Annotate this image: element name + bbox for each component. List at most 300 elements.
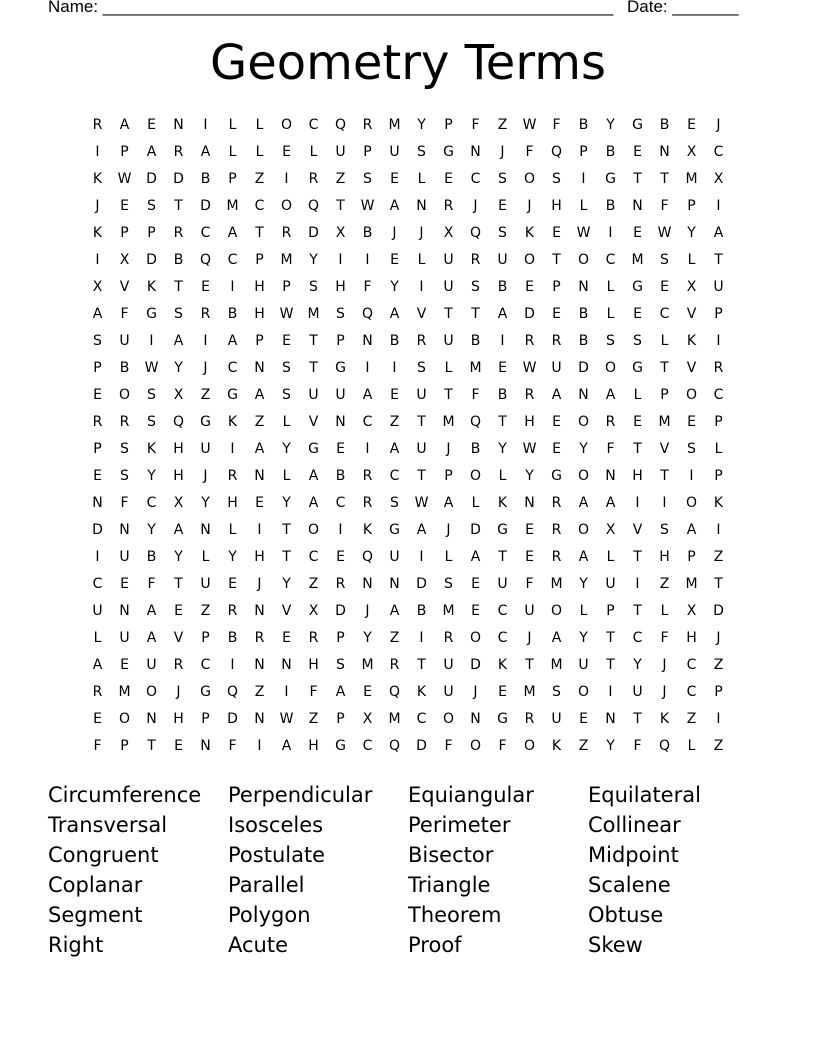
grid-letter[interactable]: B: [146, 549, 157, 565]
grid-letter[interactable]: Z: [713, 738, 724, 754]
grid-letter[interactable]: Y: [201, 495, 210, 511]
grid-letter[interactable]: T: [174, 576, 183, 592]
grid-letter[interactable]: C: [200, 225, 211, 241]
grid-letter[interactable]: L: [444, 549, 453, 565]
grid-letter[interactable]: A: [389, 306, 400, 322]
grid-letter[interactable]: A: [146, 603, 157, 619]
grid-letter[interactable]: M: [631, 252, 644, 268]
grid-letter[interactable]: J: [473, 198, 478, 214]
grid-letter[interactable]: J: [662, 657, 667, 673]
grid-letter[interactable]: M: [280, 252, 293, 268]
grid-letter[interactable]: G: [632, 360, 643, 376]
grid-letter[interactable]: Q: [172, 414, 185, 430]
grid-letter[interactable]: U: [416, 387, 427, 403]
grid-letter[interactable]: P: [282, 279, 291, 295]
grid-letter[interactable]: K: [227, 414, 238, 430]
grid-letter[interactable]: W: [576, 225, 591, 241]
grid-letter[interactable]: N: [92, 495, 103, 511]
grid-letter[interactable]: U: [443, 684, 454, 700]
grid-letter[interactable]: C: [470, 171, 481, 187]
grid-letter[interactable]: I: [203, 117, 208, 133]
grid-letter[interactable]: I: [635, 495, 640, 511]
grid-letter[interactable]: L: [660, 603, 669, 619]
grid-letter[interactable]: Q: [469, 225, 482, 241]
grid-letter[interactable]: F: [660, 198, 669, 214]
grid-letter[interactable]: F: [444, 738, 453, 754]
grid-letter[interactable]: S: [147, 414, 156, 430]
grid-letter[interactable]: N: [524, 495, 535, 511]
grid-letter[interactable]: F: [525, 576, 534, 592]
grid-letter[interactable]: C: [713, 144, 724, 160]
grid-letter[interactable]: N: [389, 576, 400, 592]
grid-letter[interactable]: U: [443, 252, 454, 268]
grid-letter[interactable]: F: [606, 441, 615, 457]
grid-letter[interactable]: A: [389, 603, 400, 619]
grid-letter[interactable]: R: [173, 144, 184, 160]
grid-letter[interactable]: S: [147, 198, 156, 214]
grid-letter[interactable]: X: [335, 225, 346, 241]
grid-letter[interactable]: R: [200, 306, 211, 322]
grid-letter[interactable]: W: [414, 495, 429, 511]
grid-letter[interactable]: I: [419, 630, 424, 646]
grid-letter[interactable]: I: [500, 333, 505, 349]
grid-letter[interactable]: I: [365, 252, 370, 268]
grid-letter[interactable]: J: [527, 630, 532, 646]
grid-letter[interactable]: A: [389, 441, 400, 457]
grid-letter[interactable]: M: [361, 657, 374, 673]
grid-letter[interactable]: K: [92, 171, 103, 187]
grid-letter[interactable]: C: [362, 738, 373, 754]
grid-letter[interactable]: P: [255, 333, 264, 349]
grid-letter[interactable]: L: [282, 414, 291, 430]
grid-letter[interactable]: B: [416, 603, 427, 619]
grid-letter[interactable]: Z: [200, 387, 211, 403]
grid-letter[interactable]: D: [227, 711, 238, 727]
grid-letter[interactable]: A: [497, 306, 508, 322]
grid-letter[interactable]: R: [92, 414, 103, 430]
grid-letter[interactable]: A: [200, 144, 211, 160]
grid-letter[interactable]: D: [470, 522, 481, 538]
grid-letter[interactable]: P: [120, 738, 129, 754]
grid-letter[interactable]: T: [444, 306, 453, 322]
grid-letter[interactable]: A: [605, 387, 616, 403]
grid-letter[interactable]: R: [227, 468, 238, 484]
grid-letter[interactable]: U: [146, 657, 157, 673]
grid-letter[interactable]: S: [282, 360, 291, 376]
grid-letter[interactable]: J: [176, 684, 181, 700]
grid-letter[interactable]: E: [336, 549, 345, 565]
grid-letter[interactable]: K: [146, 441, 157, 457]
grid-letter[interactable]: P: [363, 144, 372, 160]
grid-letter[interactable]: Z: [686, 711, 697, 727]
grid-letter[interactable]: X: [119, 252, 130, 268]
grid-letter[interactable]: S: [390, 495, 399, 511]
grid-letter[interactable]: J: [257, 576, 262, 592]
grid-letter[interactable]: R: [173, 225, 184, 241]
grid-letter[interactable]: A: [551, 387, 562, 403]
grid-letter[interactable]: E: [498, 360, 507, 376]
grid-letter[interactable]: I: [203, 333, 208, 349]
grid-letter[interactable]: C: [605, 252, 616, 268]
grid-letter[interactable]: S: [444, 576, 453, 592]
grid-letter[interactable]: G: [335, 360, 346, 376]
grid-letter[interactable]: D: [146, 171, 157, 187]
grid-letter[interactable]: F: [471, 387, 480, 403]
grid-letter[interactable]: U: [497, 576, 508, 592]
grid-letter[interactable]: R: [551, 549, 562, 565]
grid-letter[interactable]: R: [551, 333, 562, 349]
grid-letter[interactable]: H: [254, 306, 265, 322]
grid-letter[interactable]: T: [417, 657, 426, 673]
grid-letter[interactable]: T: [255, 225, 264, 241]
grid-letter[interactable]: T: [660, 171, 669, 187]
grid-letter[interactable]: D: [335, 603, 346, 619]
grid-letter[interactable]: X: [605, 522, 616, 538]
grid-letter[interactable]: O: [550, 603, 563, 619]
grid-letter[interactable]: J: [473, 684, 478, 700]
grid-letter[interactable]: P: [606, 603, 615, 619]
grid-letter[interactable]: P: [336, 711, 345, 727]
grid-letter[interactable]: W: [279, 306, 294, 322]
grid-letter[interactable]: L: [228, 117, 237, 133]
grid-letter[interactable]: G: [497, 522, 508, 538]
grid-letter[interactable]: Q: [658, 738, 671, 754]
grid-letter[interactable]: N: [254, 603, 265, 619]
grid-letter[interactable]: K: [713, 495, 724, 511]
grid-letter[interactable]: C: [659, 306, 670, 322]
grid-letter[interactable]: Y: [498, 441, 507, 457]
grid-letter[interactable]: N: [119, 522, 130, 538]
grid-letter[interactable]: R: [524, 333, 535, 349]
grid-letter[interactable]: W: [117, 171, 132, 187]
grid-letter[interactable]: I: [581, 171, 586, 187]
grid-letter[interactable]: I: [257, 522, 262, 538]
grid-letter[interactable]: Q: [388, 738, 401, 754]
grid-letter[interactable]: Z: [389, 414, 400, 430]
grid-letter[interactable]: J: [203, 360, 208, 376]
grid-letter[interactable]: A: [551, 630, 562, 646]
grid-letter[interactable]: G: [632, 279, 643, 295]
grid-letter[interactable]: R: [551, 495, 562, 511]
grid-letter[interactable]: E: [633, 414, 642, 430]
grid-letter[interactable]: U: [443, 333, 454, 349]
grid-letter[interactable]: D: [416, 576, 427, 592]
grid-letter[interactable]: E: [120, 576, 129, 592]
grid-letter[interactable]: L: [660, 333, 669, 349]
grid-letter[interactable]: O: [469, 468, 482, 484]
grid-letter[interactable]: T: [633, 171, 642, 187]
grid-letter[interactable]: X: [173, 495, 184, 511]
grid-letter[interactable]: V: [173, 630, 184, 646]
grid-letter[interactable]: B: [659, 117, 670, 133]
grid-letter[interactable]: A: [389, 198, 400, 214]
grid-letter[interactable]: C: [200, 657, 211, 673]
grid-letter[interactable]: W: [279, 711, 294, 727]
grid-letter[interactable]: N: [470, 144, 481, 160]
grid-letter[interactable]: T: [147, 738, 156, 754]
grid-letter[interactable]: A: [146, 144, 157, 160]
grid-letter[interactable]: C: [308, 117, 319, 133]
grid-letter[interactable]: W: [144, 360, 159, 376]
grid-letter[interactable]: W: [360, 198, 375, 214]
grid-letter[interactable]: A: [119, 117, 130, 133]
grid-letter[interactable]: F: [552, 117, 561, 133]
grid-letter[interactable]: Q: [388, 684, 401, 700]
grid-letter[interactable]: Z: [713, 549, 724, 565]
grid-letter[interactable]: N: [146, 711, 157, 727]
grid-letter[interactable]: I: [716, 333, 721, 349]
grid-letter[interactable]: O: [577, 468, 590, 484]
grid-letter[interactable]: X: [308, 603, 319, 619]
grid-letter[interactable]: M: [226, 198, 239, 214]
grid-letter[interactable]: G: [200, 414, 211, 430]
grid-letter[interactable]: Y: [633, 657, 642, 673]
grid-letter[interactable]: J: [446, 522, 451, 538]
grid-letter[interactable]: H: [551, 198, 562, 214]
grid-letter[interactable]: P: [120, 225, 129, 241]
grid-letter[interactable]: F: [471, 117, 480, 133]
grid-letter[interactable]: I: [716, 711, 721, 727]
grid-letter[interactable]: V: [659, 441, 670, 457]
grid-letter[interactable]: K: [146, 279, 157, 295]
grid-letter[interactable]: N: [416, 198, 427, 214]
grid-letter[interactable]: Y: [579, 441, 588, 457]
grid-letter[interactable]: T: [633, 711, 642, 727]
grid-letter[interactable]: T: [714, 252, 723, 268]
grid-letter[interactable]: P: [687, 549, 696, 565]
grid-letter[interactable]: O: [523, 171, 536, 187]
grid-letter[interactable]: L: [417, 252, 426, 268]
grid-letter[interactable]: U: [389, 549, 400, 565]
grid-letter[interactable]: J: [500, 144, 505, 160]
grid-letter[interactable]: T: [417, 414, 426, 430]
grid-letter[interactable]: G: [497, 711, 508, 727]
grid-letter[interactable]: W: [522, 117, 537, 133]
grid-letter[interactable]: E: [390, 387, 399, 403]
grid-letter[interactable]: S: [471, 279, 480, 295]
grid-letter[interactable]: Z: [254, 171, 265, 187]
grid-letter[interactable]: T: [606, 657, 615, 673]
grid-letter[interactable]: F: [228, 738, 237, 754]
grid-letter[interactable]: U: [497, 252, 508, 268]
grid-letter[interactable]: I: [608, 684, 613, 700]
grid-letter[interactable]: O: [685, 495, 698, 511]
grid-letter[interactable]: T: [471, 306, 480, 322]
grid-letter[interactable]: E: [282, 630, 291, 646]
grid-letter[interactable]: N: [173, 117, 184, 133]
grid-letter[interactable]: K: [524, 225, 535, 241]
grid-letter[interactable]: B: [578, 306, 589, 322]
grid-letter[interactable]: B: [362, 225, 373, 241]
grid-letter[interactable]: I: [365, 441, 370, 457]
grid-letter[interactable]: A: [416, 522, 427, 538]
grid-letter[interactable]: R: [416, 333, 427, 349]
grid-letter[interactable]: V: [119, 279, 130, 295]
grid-letter[interactable]: O: [118, 387, 131, 403]
grid-letter[interactable]: Z: [308, 576, 319, 592]
grid-letter[interactable]: E: [660, 279, 669, 295]
grid-letter[interactable]: Y: [687, 225, 696, 241]
grid-letter[interactable]: T: [174, 198, 183, 214]
grid-letter[interactable]: S: [309, 279, 318, 295]
grid-letter[interactable]: K: [497, 657, 508, 673]
grid-letter[interactable]: Q: [469, 414, 482, 430]
grid-letter[interactable]: A: [335, 684, 346, 700]
grid-letter[interactable]: R: [92, 684, 103, 700]
grid-letter[interactable]: R: [362, 495, 373, 511]
grid-letter[interactable]: Z: [659, 576, 670, 592]
grid-letter[interactable]: I: [338, 252, 343, 268]
grid-letter[interactable]: C: [254, 198, 265, 214]
grid-letter[interactable]: C: [713, 387, 724, 403]
grid-letter[interactable]: O: [145, 684, 158, 700]
grid-letter[interactable]: T: [309, 333, 318, 349]
grid-letter[interactable]: P: [147, 225, 156, 241]
grid-letter[interactable]: E: [633, 144, 642, 160]
grid-letter[interactable]: S: [552, 171, 561, 187]
grid-letter[interactable]: R: [524, 387, 535, 403]
grid-letter[interactable]: E: [552, 225, 561, 241]
grid-letter[interactable]: F: [120, 306, 129, 322]
grid-letter[interactable]: J: [95, 198, 100, 214]
grid-letter[interactable]: I: [689, 468, 694, 484]
grid-letter[interactable]: L: [687, 252, 696, 268]
grid-letter[interactable]: L: [201, 549, 210, 565]
grid-letter[interactable]: P: [336, 333, 345, 349]
grid-letter[interactable]: F: [498, 738, 507, 754]
grid-letter[interactable]: A: [173, 522, 184, 538]
grid-letter[interactable]: Y: [525, 468, 534, 484]
grid-letter[interactable]: H: [173, 711, 184, 727]
grid-letter[interactable]: C: [686, 657, 697, 673]
grid-letter[interactable]: M: [550, 657, 563, 673]
grid-letter[interactable]: I: [230, 279, 235, 295]
grid-letter[interactable]: I: [662, 495, 667, 511]
grid-letter[interactable]: C: [497, 630, 508, 646]
grid-letter[interactable]: I: [419, 549, 424, 565]
grid-letter[interactable]: U: [119, 549, 130, 565]
grid-letter[interactable]: E: [471, 603, 480, 619]
grid-letter[interactable]: B: [173, 252, 184, 268]
grid-letter[interactable]: C: [497, 603, 508, 619]
grid-letter[interactable]: N: [605, 711, 616, 727]
grid-letter[interactable]: Z: [713, 657, 724, 673]
grid-letter[interactable]: N: [605, 468, 616, 484]
grid-letter[interactable]: K: [362, 522, 373, 538]
grid-letter[interactable]: M: [685, 171, 698, 187]
grid-letter[interactable]: S: [552, 684, 561, 700]
grid-letter[interactable]: C: [335, 495, 346, 511]
grid-letter[interactable]: I: [419, 279, 424, 295]
grid-letter[interactable]: S: [633, 333, 642, 349]
grid-letter[interactable]: A: [308, 468, 319, 484]
grid-letter[interactable]: E: [525, 279, 534, 295]
grid-letter[interactable]: T: [660, 360, 669, 376]
grid-letter[interactable]: S: [147, 387, 156, 403]
grid-letter[interactable]: L: [714, 441, 723, 457]
grid-letter[interactable]: X: [686, 144, 697, 160]
grid-letter[interactable]: I: [716, 522, 721, 538]
grid-letter[interactable]: O: [604, 360, 617, 376]
grid-letter[interactable]: U: [119, 333, 130, 349]
grid-letter[interactable]: H: [254, 549, 265, 565]
grid-letter[interactable]: N: [659, 144, 670, 160]
grid-letter[interactable]: A: [605, 495, 616, 511]
grid-letter[interactable]: T: [714, 576, 723, 592]
grid-letter[interactable]: T: [174, 279, 183, 295]
grid-letter[interactable]: E: [120, 657, 129, 673]
grid-letter[interactable]: C: [227, 252, 238, 268]
grid-letter[interactable]: R: [281, 225, 292, 241]
grid-letter[interactable]: C: [146, 495, 157, 511]
grid-letter[interactable]: M: [469, 360, 482, 376]
grid-letter[interactable]: E: [201, 279, 210, 295]
grid-letter[interactable]: Z: [578, 738, 589, 754]
grid-letter[interactable]: B: [389, 333, 400, 349]
grid-letter[interactable]: L: [228, 144, 237, 160]
grid-letter[interactable]: X: [173, 387, 184, 403]
grid-letter[interactable]: O: [577, 684, 590, 700]
grid-letter[interactable]: F: [633, 738, 642, 754]
grid-letter[interactable]: B: [227, 630, 238, 646]
grid-letter[interactable]: L: [444, 360, 453, 376]
grid-letter[interactable]: A: [578, 495, 589, 511]
date-field-label[interactable]: Date: _______: [627, 0, 739, 16]
grid-letter[interactable]: E: [93, 468, 102, 484]
grid-letter[interactable]: I: [284, 171, 289, 187]
grid-letter[interactable]: E: [444, 171, 453, 187]
grid-letter[interactable]: X: [92, 279, 103, 295]
grid-letter[interactable]: H: [524, 414, 535, 430]
grid-letter[interactable]: P: [714, 684, 723, 700]
grid-letter[interactable]: O: [442, 711, 455, 727]
grid-letter[interactable]: L: [228, 522, 237, 538]
grid-letter[interactable]: A: [443, 495, 454, 511]
grid-letter[interactable]: Y: [579, 576, 588, 592]
grid-letter[interactable]: D: [146, 252, 157, 268]
grid-letter[interactable]: B: [470, 333, 481, 349]
grid-letter[interactable]: F: [660, 630, 669, 646]
grid-letter[interactable]: C: [416, 711, 427, 727]
grid-letter[interactable]: S: [417, 360, 426, 376]
grid-letter[interactable]: B: [605, 198, 616, 214]
grid-letter[interactable]: D: [416, 738, 427, 754]
grid-letter[interactable]: V: [416, 306, 427, 322]
grid-letter[interactable]: C: [92, 576, 103, 592]
grid-letter[interactable]: P: [120, 144, 129, 160]
grid-letter[interactable]: U: [416, 441, 427, 457]
grid-letter[interactable]: J: [365, 603, 370, 619]
grid-letter[interactable]: Z: [308, 711, 319, 727]
grid-letter[interactable]: G: [335, 738, 346, 754]
grid-letter[interactable]: E: [390, 252, 399, 268]
grid-letter[interactable]: R: [119, 414, 130, 430]
grid-letter[interactable]: Y: [363, 630, 372, 646]
grid-letter[interactable]: O: [577, 522, 590, 538]
grid-letter[interactable]: G: [146, 306, 157, 322]
grid-letter[interactable]: E: [498, 684, 507, 700]
grid-letter[interactable]: V: [632, 522, 643, 538]
grid-letter[interactable]: A: [281, 738, 292, 754]
grid-letter[interactable]: O: [118, 711, 131, 727]
grid-letter[interactable]: S: [687, 441, 696, 457]
grid-letter[interactable]: I: [392, 360, 397, 376]
grid-letter[interactable]: R: [254, 630, 265, 646]
grid-letter[interactable]: W: [657, 225, 672, 241]
grid-letter[interactable]: I: [230, 657, 235, 673]
grid-letter[interactable]: T: [417, 468, 426, 484]
grid-letter[interactable]: S: [336, 657, 345, 673]
